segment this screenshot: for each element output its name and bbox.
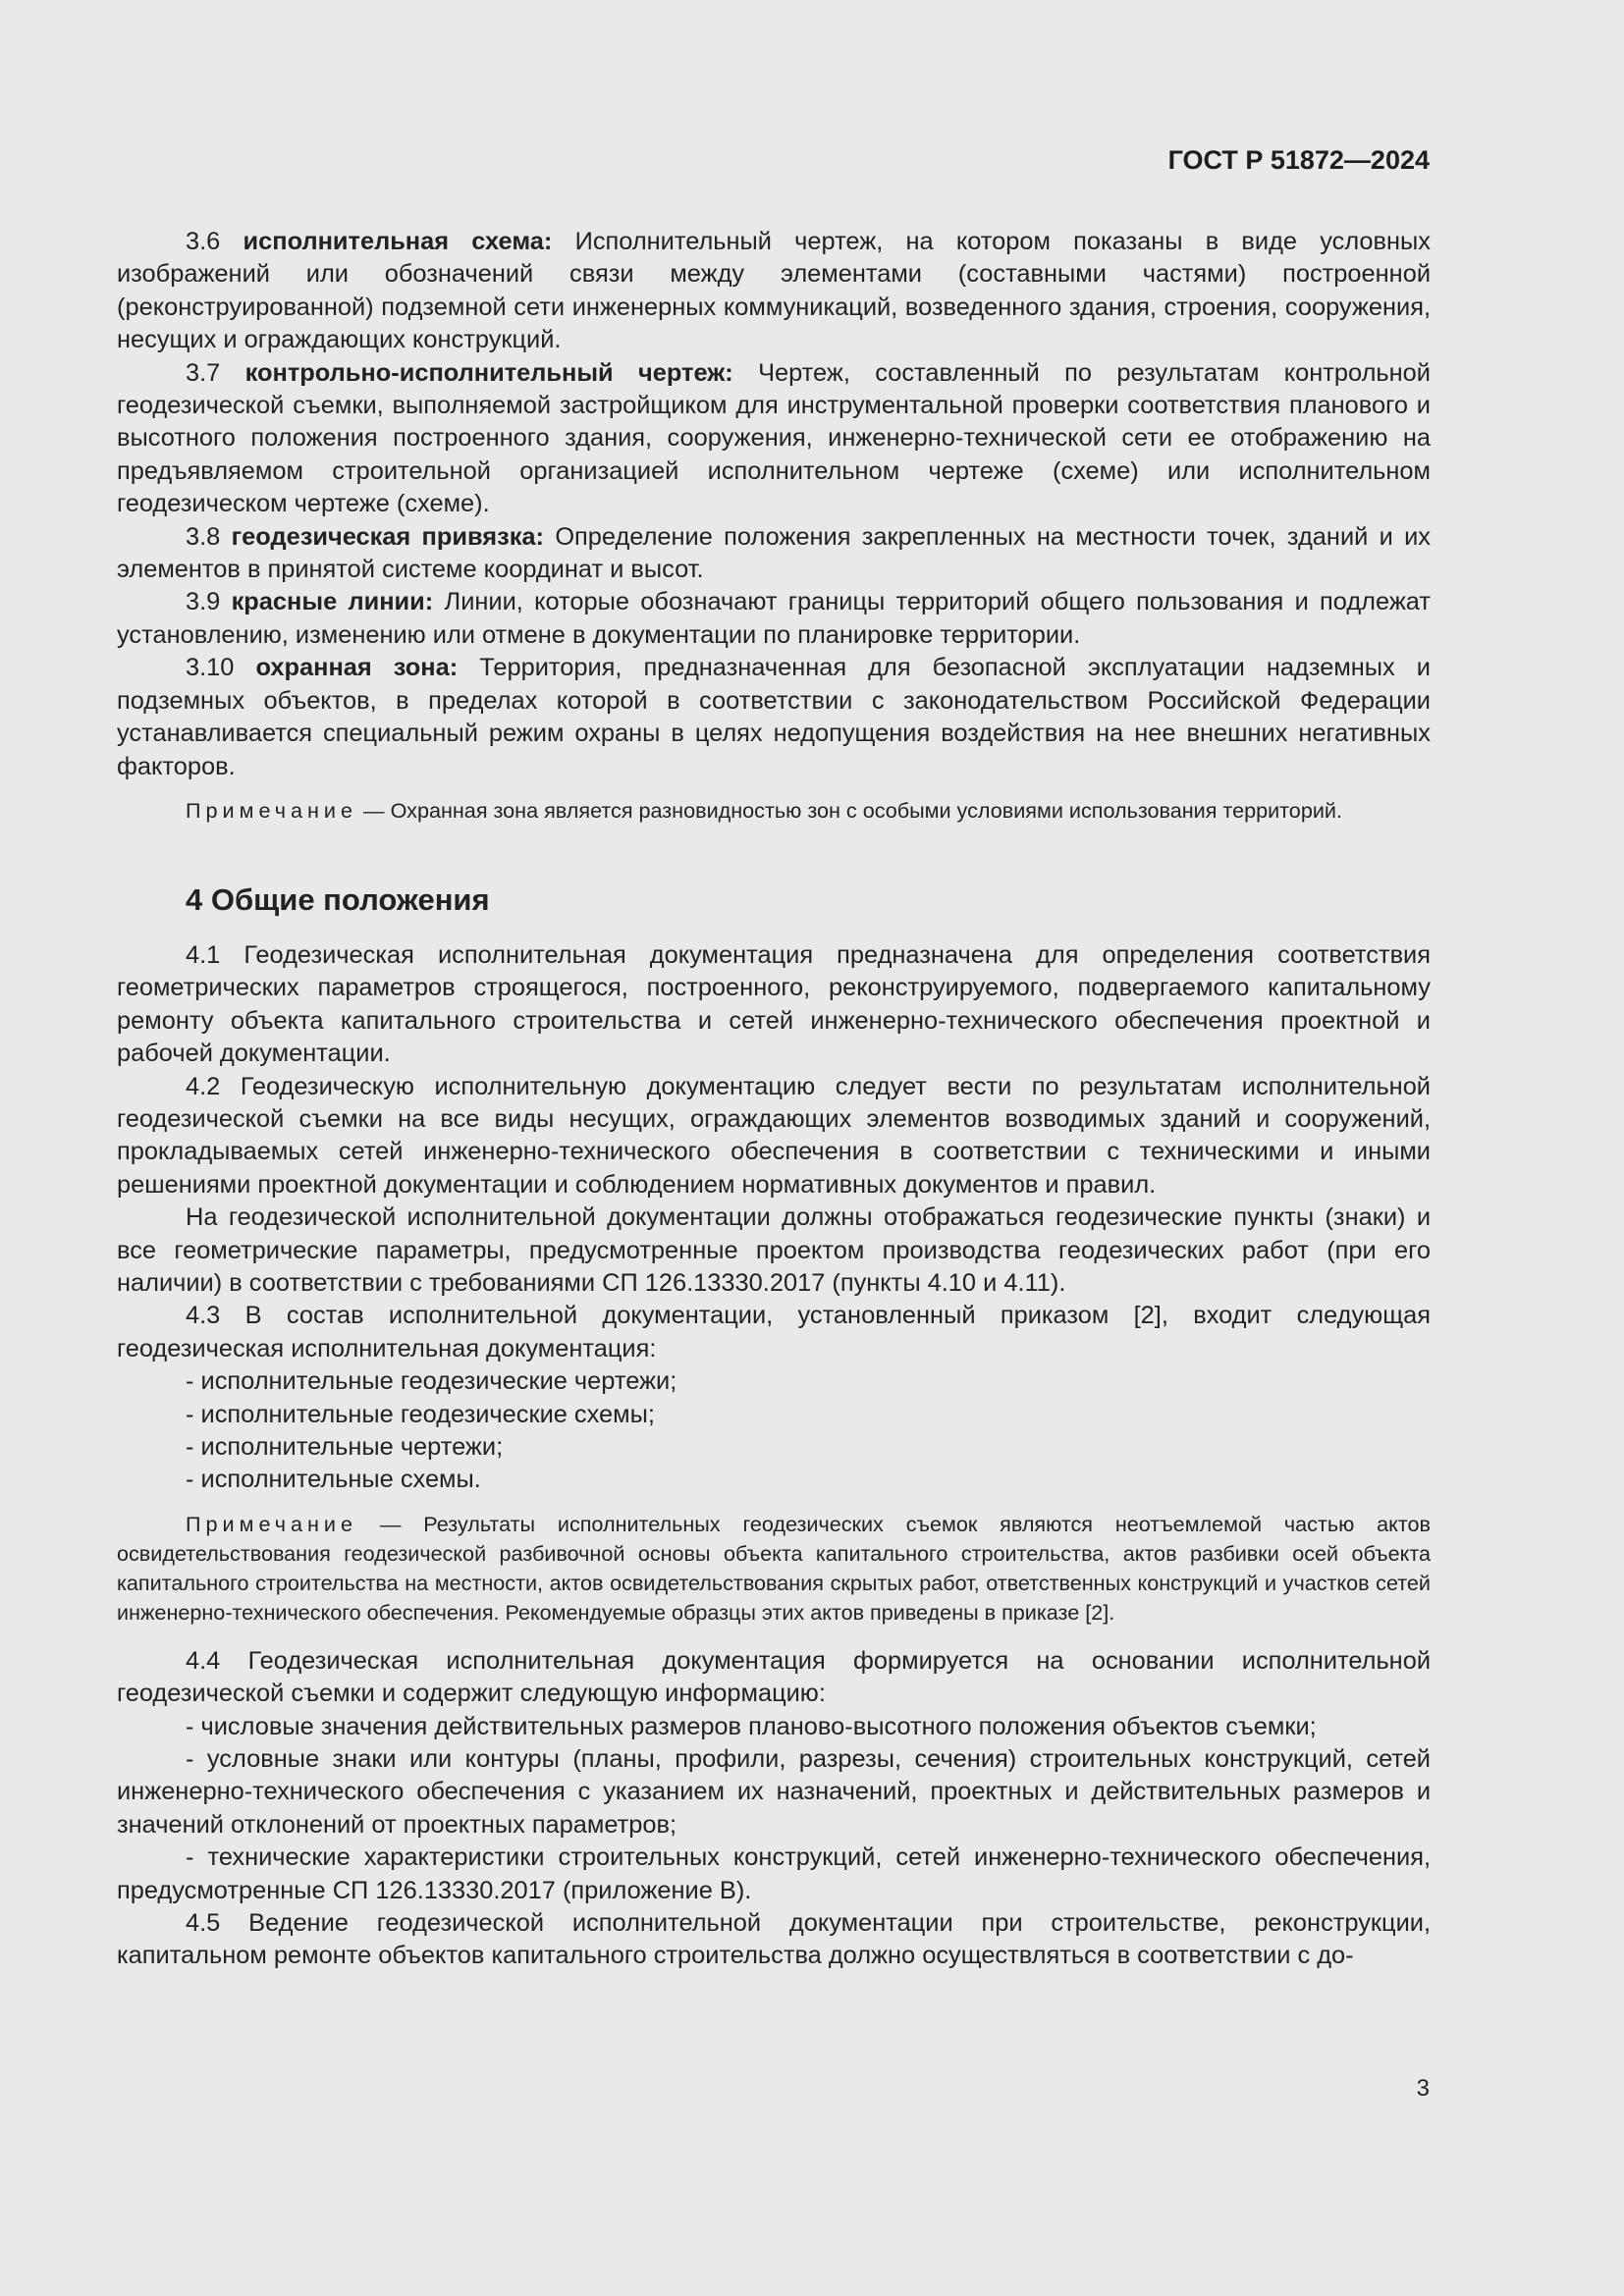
list-item: - исполнительные схемы. (186, 1466, 481, 1494)
page-number: 3 (1416, 2075, 1430, 2102)
document-code-header: ГОСТ Р 51872—2024 (1167, 145, 1430, 175)
list-item: - исполнительные геодезические чертежи; (186, 1367, 677, 1396)
term-3-9: 3.9 красные линии: Линии, которые обозначают границы территорий общего пользования и подлежат установлению, изменению или отмене в документации по планировке территории. (117, 588, 1432, 649)
term-3-10: 3.10 охранная зона: Территория, предназначенная для безопасной эксплуатации надземных и подземных объектов, в пределах которой в соответствии с законодательством Российской Федерации устанавливается специальный режим охраны в целях недопущения воздействия на нее внешних негативных факторов. (117, 654, 1431, 780)
paragraph-4-4: 4.4 Геодезическая исполнительная документация формируется на основании исполнительной геодезической съемки и содержит следующую информацию: (117, 1646, 1431, 1708)
list-item: - исполнительные чертежи; (186, 1433, 504, 1461)
page-body (117, 226, 1431, 1973)
note-label: Примечание (186, 797, 357, 823)
note-geodetic-surveys: Примечание — Результаты исполнительных геодезических съемок являются неотъемлемой частью актов освидетельствования геодезической разбивочной основы объекта капитального строительства, актов разбивки осей объекта капитального строительства на местности, актов освидетельствования скрытых работ, ответственных конструкций и участков сетей инженерно-технического обеспечения. Рекомендуемые образцы этих актов приведены в приказе [2]. (117, 1511, 1431, 1625)
section-4-title: 4 Общие положения (186, 881, 490, 917)
term-3-6: 3.6 исполнительная схема: Исполнительный чертеж, на котором показаны в виде условных изображений или обозначений связи между элементами (составными частями) построенной (реконструированной) подземной сети инженерных коммуникаций, возведенного здания, строения, сооружения, несущих и ограждающих конструкций. (117, 228, 1431, 354)
paragraph-4-5: 4.5 Ведение геодезической исполнительной документации при строительстве, реконструкции, капитальном ремонте объектов капитального строительства должно осуществляться в соответствии с до- (117, 1909, 1431, 1970)
paragraph-4-2: 4.2 Геодезическую исполнительную документацию следует вести по результатам исполнительной геодезической съемки на все виды несущих, ограждающих элементов возводимых зданий и сооружений, прокладываемых сетей инженерно-технического обеспечения в соответствии с техническими и иными решениями проектной документации и соблюдением нормативных документов и правил. (117, 1072, 1431, 1199)
list-item: - условные знаки или контуры (планы, профили, разрезы, сечения) строительных конструкций, сетей инженерно-технического обеспечения с указанием их назначений, проектных и действительных размеров и значений отклонений от проектных параметров; (117, 1745, 1431, 1839)
list-item: - исполнительные геодезические схемы; (186, 1400, 655, 1428)
term-3-8: 3.8 геодезическая привязка: Определение положения закрепленных на местности точек, зданий и их элементов в принятой системе координат и высот. (117, 522, 1431, 584)
section-4-4-block (117, 1645, 1431, 1973)
paragraph-4-2-continued: На геодезической исполнительной документации должны отображаться геодезические пункты (знаки) и все геометрические параметры, предусмотренные проектом производства геодезических работ (при его наличии) в соответствии с требованиями СП 126.13330.2017 (пункты 4.10 и 4.11). (117, 1203, 1431, 1297)
term-3-7: 3.7 контрольно-исполнительный чертеж: Чертеж, составленный по результатам контрольной геодезической съемки, выполняемой застройщиком для инструментальной проверки соответствия планового и высотного положения построенного здания, сооружения, инженерно-технической сети ее отображению на предъявляемом строительной организацией исполнительном чертеже (схеме) или исполнительном геодезическом чертеже (схеме). (117, 358, 1431, 518)
list-item: - технические характеристики строительных конструкций, сетей инженерно-технического обеспечения, предусмотренные СП 126.13330.2017 (приложение В). (117, 1843, 1431, 1904)
note-label: Примечание (186, 1511, 357, 1536)
list-item: - числовые значения действительных размеров планово-высотного положения объектов съемки; (186, 1712, 1317, 1740)
paragraph-4-1: 4.1 Геодезическая исполнительная документация предназначена для определения соответствия геометрических параметров строящегося, построенного, реконструируемого, подвергаемого капитальному ремонту объекта капитального строительства и сетей инженерно-технического обеспечения проектной и рабочей документации. (117, 940, 1431, 1068)
note-protected-zone: Примечание — Охранная зона является разновидностью зон с особыми условиями использования территорий. (186, 797, 1342, 823)
paragraph-4-3: 4.3 В состав исполнительной документации, установленный приказом [2], входит следующая геодезическая исполнительная документация: (117, 1302, 1431, 1362)
